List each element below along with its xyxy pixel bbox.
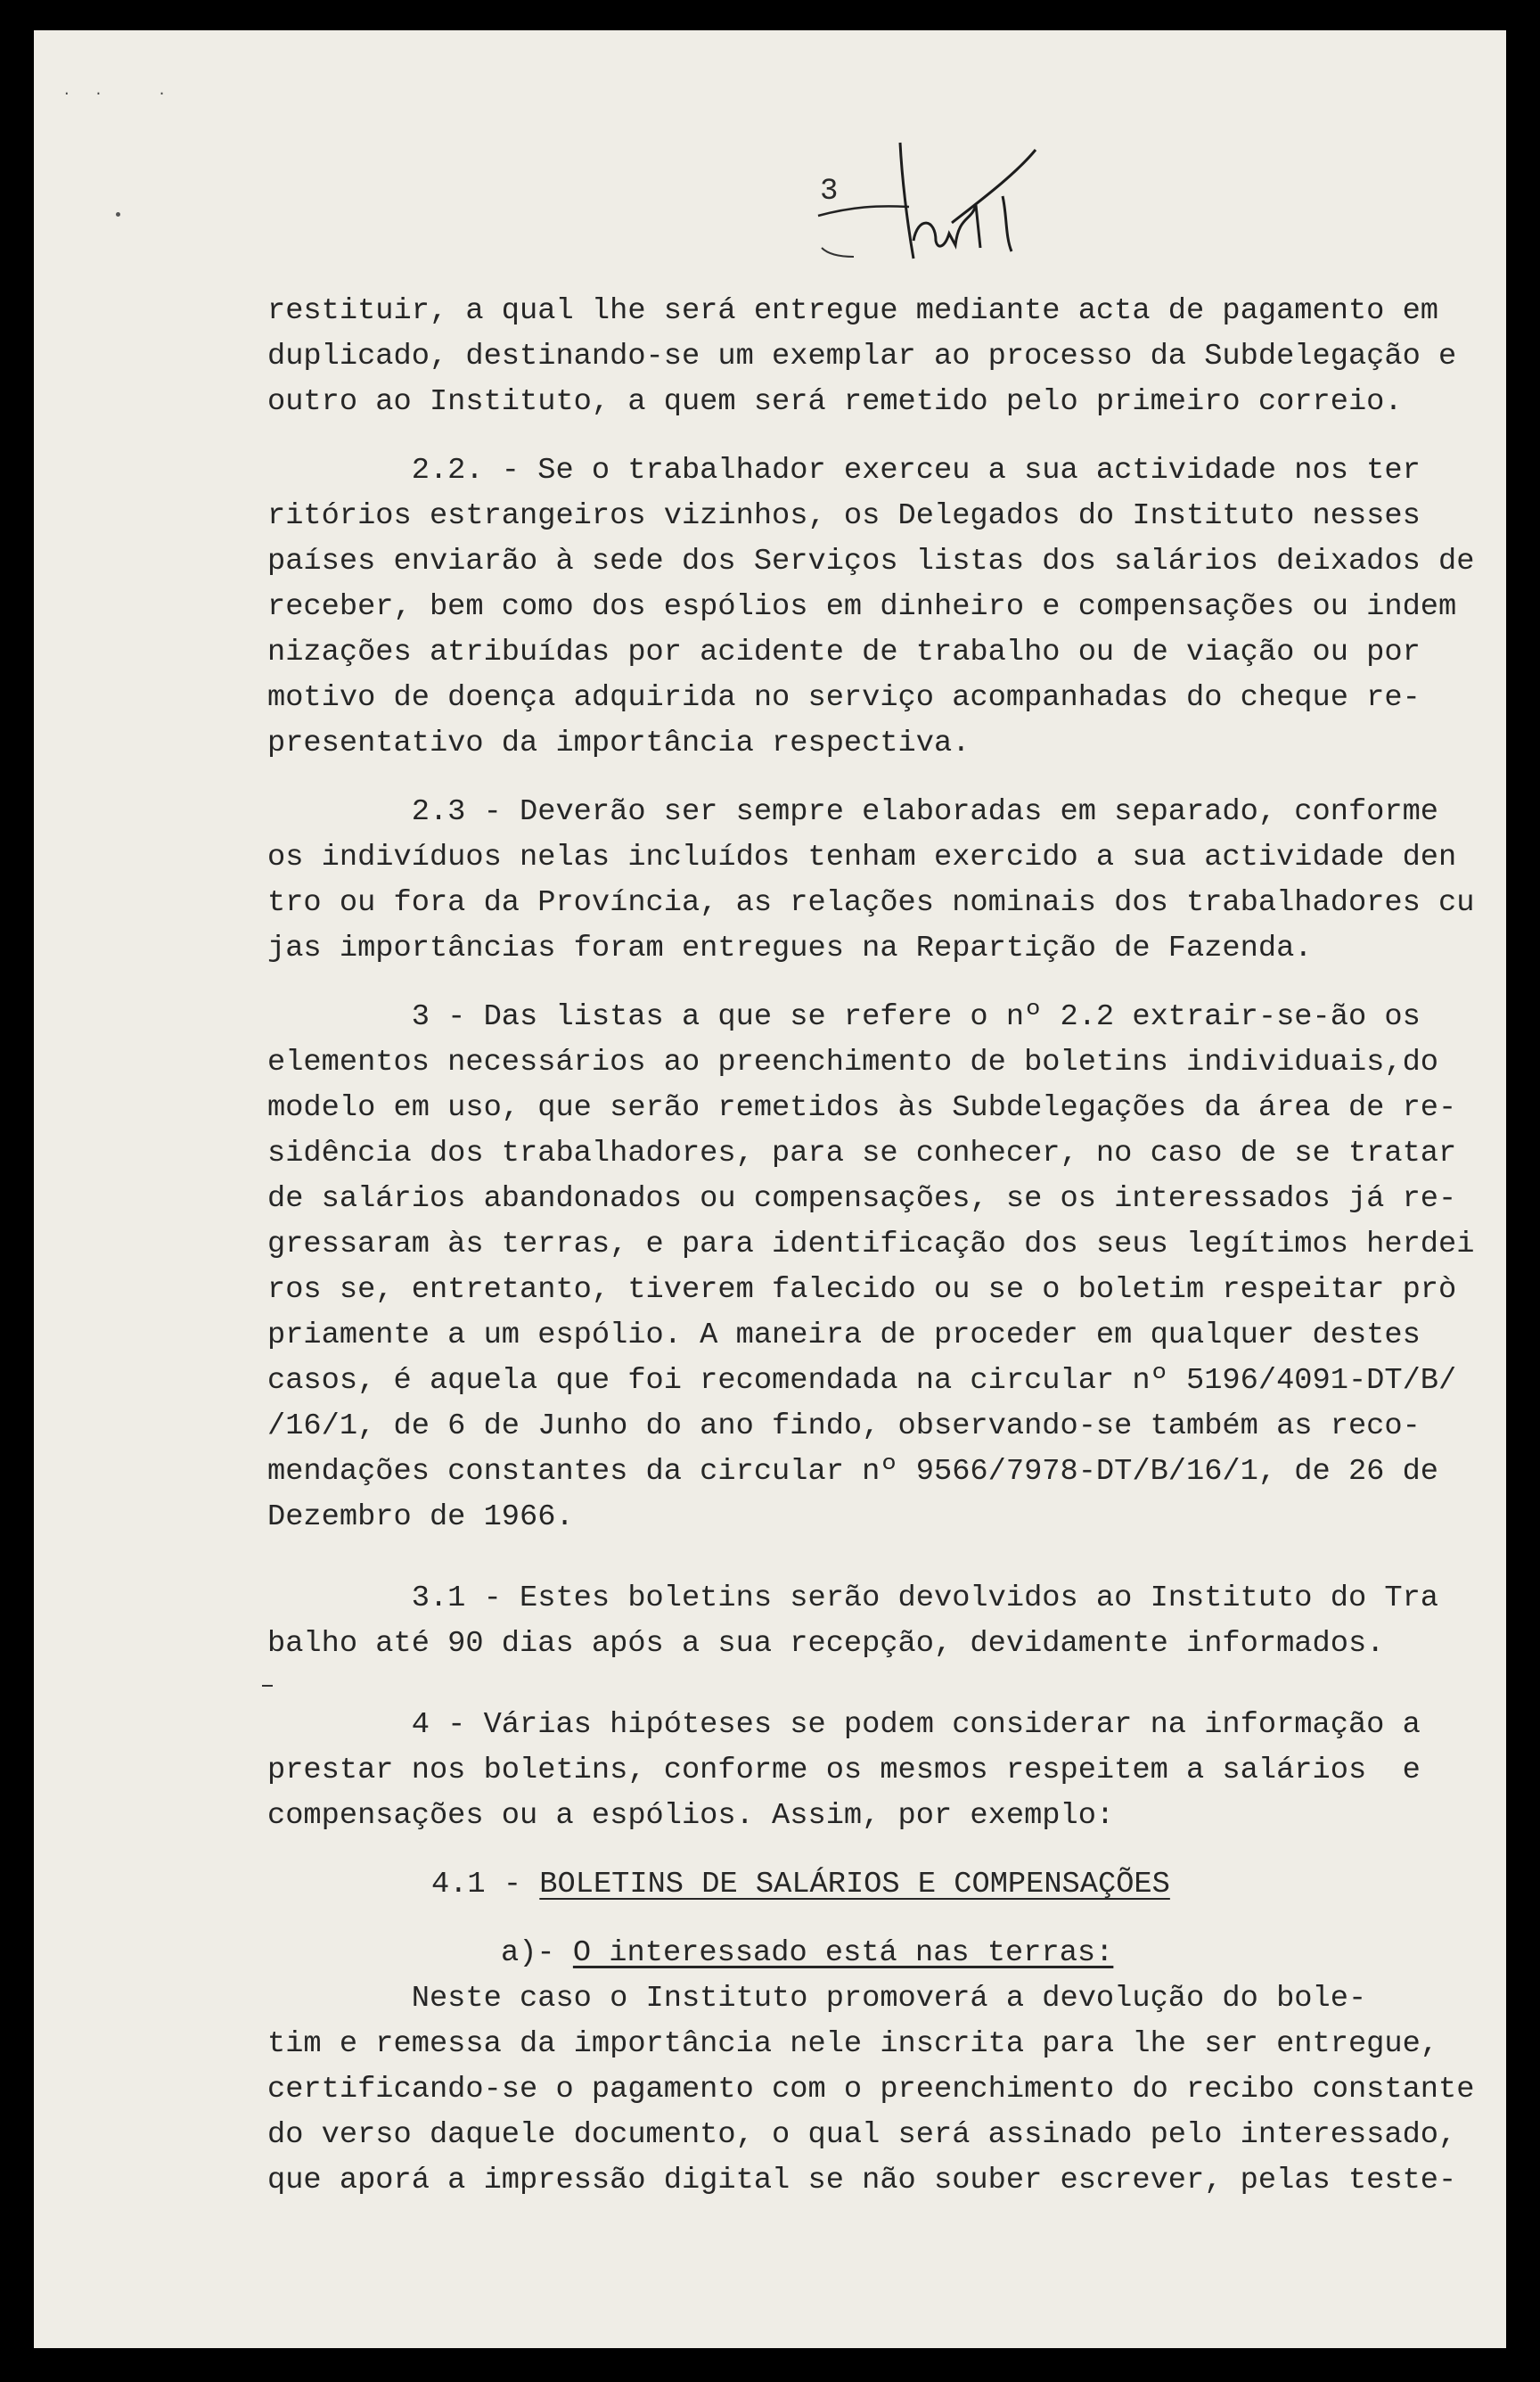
text-line: 3.1 - Estes boletins serão devolvidos ao Instituto do Tra bbox=[267, 1581, 1439, 1615]
text-line: /16/1, de 6 de Junho do ano findo, observando-se também as reco- bbox=[267, 1409, 1421, 1443]
text-line: tim e remessa da importância nele inscrita para lhe ser entregue, bbox=[267, 2027, 1439, 2061]
text-line: presentativo da importância respectiva. bbox=[267, 727, 971, 760]
text-line: de salários abandonados ou compensações, se os interessados já re- bbox=[267, 1182, 1457, 1216]
text-line: restituir, a qual lhe será entregue mediante acta de pagamento em bbox=[267, 294, 1439, 328]
text-line: balho até 90 dias após a sua recepção, devidamente informados. bbox=[267, 1627, 1385, 1661]
text-line: nizações atribuídas por acidente de trabalho ou de viação ou por bbox=[267, 636, 1421, 669]
subsection-a-paragraph bbox=[267, 1976, 1497, 2204]
text-line: que aporá a impressão digital se não souber escrever, pelas teste- bbox=[267, 2164, 1457, 2197]
subsection-a-title: O interessado está nas terras: bbox=[572, 1936, 1114, 1970]
text-line: Neste caso o Instituto promoverá a devolução do bole- bbox=[267, 1982, 1367, 2016]
text-line: 4 - Várias hipóteses se podem considerar na informação a bbox=[267, 1708, 1421, 1742]
text-line: casos, é aquela que foi recomendada na circular nº 5196/4091-DT/B/ bbox=[267, 1364, 1457, 1398]
paragraph-3-1 bbox=[267, 1576, 1497, 1667]
text-line: do verso daquele documento, o qual será assinado pelo interessado, bbox=[267, 2118, 1457, 2152]
paragraph-2-3 bbox=[267, 790, 1497, 972]
subsection-a-heading bbox=[267, 1931, 1497, 1976]
text-line: duplicado, destinando-se um exemplar ao processo da Subdelegação e bbox=[267, 340, 1457, 374]
text-line: motivo de doença adquirida no serviço acompanhadas do cheque re- bbox=[267, 681, 1421, 715]
handwritten-initials bbox=[802, 134, 1043, 267]
text-line: países enviarão à sede dos Serviços listas dos salários deixados de bbox=[267, 545, 1475, 579]
text-line: tro ou fora da Província, as relações nominais dos trabalhadores cu bbox=[267, 886, 1475, 920]
text-line: 3 - Das listas a que se refere o nº 2.2 extrair-se-ão os bbox=[267, 1000, 1421, 1034]
intro-paragraph bbox=[267, 289, 1497, 425]
corner-marks: ·· · bbox=[62, 86, 190, 102]
text-line: Dezembro de 1966. bbox=[267, 1500, 574, 1534]
document-body bbox=[267, 289, 1497, 2204]
margin-dot bbox=[116, 212, 120, 217]
text-line: receber, bem como dos espólios em dinheiro e compensações ou indem bbox=[267, 590, 1457, 624]
text-line: outro ao Instituto, a quem será remetido pelo primeiro correio. bbox=[267, 385, 1403, 419]
paragraph-3 bbox=[267, 995, 1497, 1540]
text-line: elementos necessários ao preenchimento de boletins individuais,do bbox=[267, 1046, 1439, 1080]
section-4-1-number: 4.1 - bbox=[431, 1868, 540, 1901]
text-line: mendações constantes da circular nº 9566/7978-DT/B/16/1, de 26 de bbox=[267, 1455, 1439, 1489]
subsection-a-label: a)- bbox=[501, 1936, 573, 1970]
paragraph-2-2 bbox=[267, 448, 1497, 767]
text-line: prestar nos boletins, conforme os mesmos respeitem a salários e bbox=[267, 1754, 1421, 1787]
text-line: 2.2. - Se o trabalhador exerceu a sua actividade nos ter bbox=[267, 454, 1421, 488]
text-line: compensações ou a espólios. Assim, por exemplo: bbox=[267, 1799, 1115, 1833]
page-number: 3 bbox=[820, 175, 839, 209]
text-line: gressaram às terras, e para identificação dos seus legítimos herdei bbox=[267, 1228, 1475, 1261]
text-line: modelo em uso, que serão remetidos às Subdelegações da área de re- bbox=[267, 1091, 1457, 1125]
text-line: certificando-se o pagamento com o preenchimento do recibo constante bbox=[267, 2073, 1475, 2107]
text-line: os indivíduos nelas incluídos tenham exercido a sua actividade den bbox=[267, 841, 1457, 875]
text-line: ritórios estrangeiros vizinhos, os Delegados do Instituto nesses bbox=[267, 499, 1421, 533]
paragraph-4 bbox=[267, 1703, 1497, 1839]
text-line: ros se, entretanto, tiverem falecido ou se o boletim respeitar prò bbox=[267, 1273, 1457, 1307]
text-line: 2.3 - Deverão ser sempre elaboradas em separado, conforme bbox=[267, 795, 1439, 829]
text-line: sidência dos trabalhadores, para se conhecer, no caso de se tratar bbox=[267, 1137, 1457, 1170]
text-line: jas importâncias foram entregues na Repartição de Fazenda. bbox=[267, 932, 1313, 965]
section-4-1-heading bbox=[267, 1862, 1497, 1908]
text-line: priamente a um espólio. A maneira de proceder em qualquer destes bbox=[267, 1318, 1421, 1352]
section-4-1-title: BOLETINS DE SALÁRIOS E COMPENSAÇÕES bbox=[539, 1868, 1170, 1901]
